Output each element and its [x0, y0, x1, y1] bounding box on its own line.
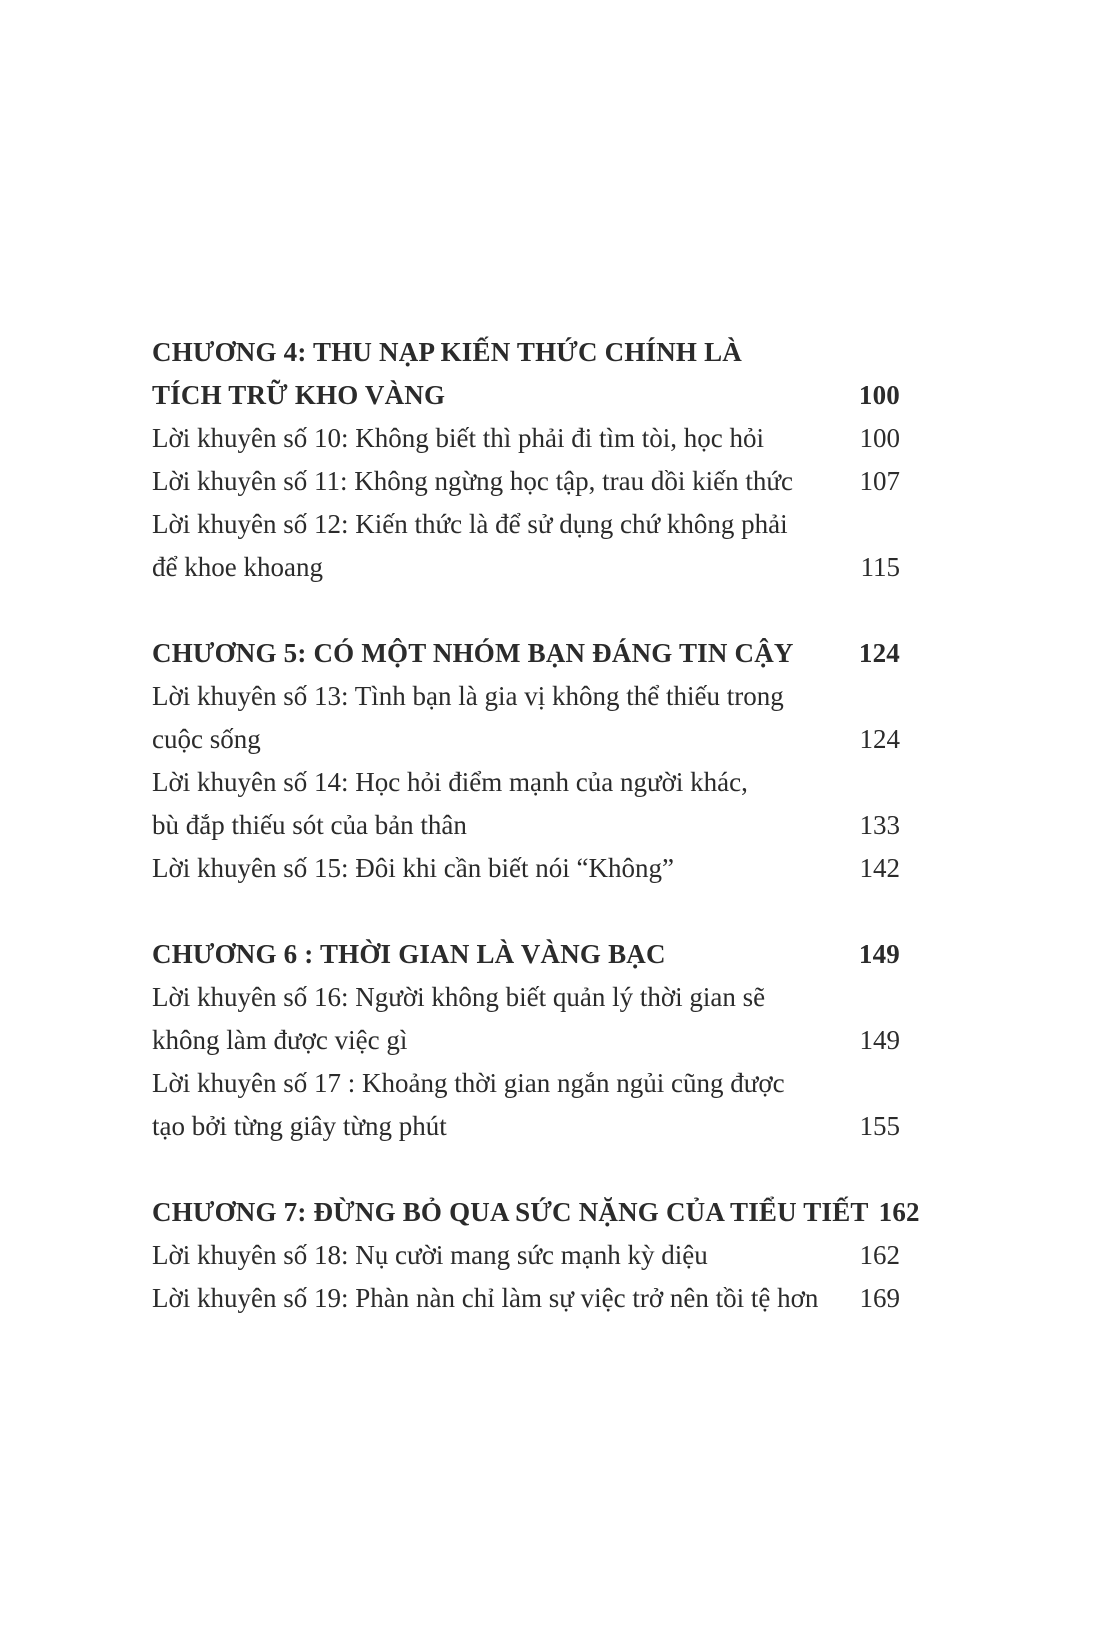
page-number: 162: [878, 1197, 920, 1227]
chapter-heading-line: [152, 1191, 920, 1234]
toc: [152, 331, 920, 1320]
toc-entry-line: [152, 417, 900, 460]
page-number: 169: [859, 1283, 900, 1313]
chapter-heading: [152, 1191, 920, 1234]
toc-entry-text: Lời khuyên số 14: Học hỏi điểm mạnh của người khác,: [152, 767, 748, 797]
toc-entry-text: cuộc sống: [152, 724, 261, 754]
toc-section-chapter-4: [152, 331, 900, 589]
toc-entry-text: Lời khuyên số 10: Không biết thì phải đi tìm tòi, học hỏi: [152, 423, 764, 453]
chapter-heading-text: CHƯƠNG 4: THU NẠP KIẾN THỨC CHÍNH LÀ: [152, 337, 742, 367]
toc-entry-text: Lời khuyên số 15: Đôi khi cần biết nói “Không”: [152, 853, 674, 883]
page-number: 149: [858, 939, 900, 969]
toc-entry: [152, 1234, 900, 1277]
toc-section-chapter-5: [152, 632, 900, 890]
page-number: 149: [859, 1025, 900, 1055]
page-number: 107: [859, 466, 900, 496]
toc-entry-line: [152, 1234, 900, 1277]
toc-entry-text: bù đắp thiếu sót của bản thân: [152, 810, 467, 840]
chapter-heading: [152, 933, 900, 976]
toc-entry-line: [152, 718, 900, 761]
toc-entry: [152, 1062, 900, 1148]
page-number: 124: [859, 724, 900, 754]
toc-entry-line: [152, 1062, 900, 1105]
toc-entry: [152, 460, 900, 503]
toc-entry: [152, 1277, 900, 1320]
page-number: 142: [859, 853, 900, 883]
toc-entry-line: [152, 976, 900, 1019]
toc-entry: [152, 503, 900, 589]
toc-entry-text: tạo bởi từng giây từng phút: [152, 1111, 447, 1141]
toc-entry-text: Lời khuyên số 17 : Khoảng thời gian ngắn ngủi cũng được: [152, 1068, 785, 1098]
toc-entry: [152, 417, 900, 460]
toc-entry-text: Lời khuyên số 16: Người không biết quản lý thời gian sẽ: [152, 982, 766, 1012]
toc-entry-text: Lời khuyên số 13: Tình bạn là gia vị không thể thiếu trong: [152, 681, 784, 711]
chapter-heading-text: TÍCH TRỮ KHO VÀNG: [152, 380, 446, 410]
toc-entry-text: không làm được việc gì: [152, 1025, 408, 1055]
chapter-heading-line: [152, 331, 900, 374]
toc-entry-line: [152, 1277, 900, 1320]
page-number: 162: [859, 1240, 900, 1270]
toc-entry-text: để khoe khoang: [152, 552, 323, 582]
chapter-heading: [152, 632, 900, 675]
toc-entry: [152, 675, 900, 761]
toc-section-chapter-6: [152, 933, 900, 1148]
toc-entry-line: [152, 761, 900, 804]
chapter-heading: [152, 331, 900, 417]
chapter-heading-text: CHƯƠNG 5: CÓ MỘT NHÓM BẠN ĐÁNG TIN CẬY: [152, 638, 794, 668]
toc-entry: [152, 976, 900, 1062]
chapter-heading-text: CHƯƠNG 6 : THỜI GIAN LÀ VÀNG BẠC: [152, 939, 666, 969]
toc-entry-line: [152, 503, 900, 546]
chapter-heading-line: [152, 933, 900, 976]
toc-entry-line: [152, 546, 900, 589]
toc-entry: [152, 847, 900, 890]
chapter-heading-line: [152, 374, 900, 417]
chapter-heading-text: CHƯƠNG 7: ĐỪNG BỎ QUA SỨC NẶNG CỦA TIỂU TIẾT: [152, 1197, 869, 1227]
toc-entry-text: Lời khuyên số 12: Kiến thức là để sử dụng chứ không phải: [152, 509, 788, 539]
chapter-heading-line: [152, 632, 900, 675]
page-number: 155: [859, 1111, 900, 1141]
page-number: 115: [860, 552, 900, 582]
toc-entry-text: Lời khuyên số 11: Không ngừng học tập, trau dồi kiến thức: [152, 466, 793, 496]
toc-section-chapter-7: [152, 1191, 920, 1320]
page-number: 100: [858, 380, 900, 410]
toc-entry-line: [152, 1019, 900, 1062]
toc-entry-line: [152, 804, 900, 847]
page-number: 100: [859, 423, 900, 453]
page-number: 124: [858, 638, 900, 668]
toc-entry-line: [152, 675, 900, 718]
page-number: 133: [859, 810, 900, 840]
toc-entry-text: Lời khuyên số 18: Nụ cười mang sức mạnh kỳ diệu: [152, 1240, 708, 1270]
toc-entry-line: [152, 460, 900, 503]
toc-entry-line: [152, 847, 900, 890]
toc-entry-line: [152, 1105, 900, 1148]
toc-entry-text: Lời khuyên số 19: Phàn nàn chỉ làm sự việc trở nên tồi tệ hơn: [152, 1283, 819, 1313]
toc-entry: [152, 761, 900, 847]
